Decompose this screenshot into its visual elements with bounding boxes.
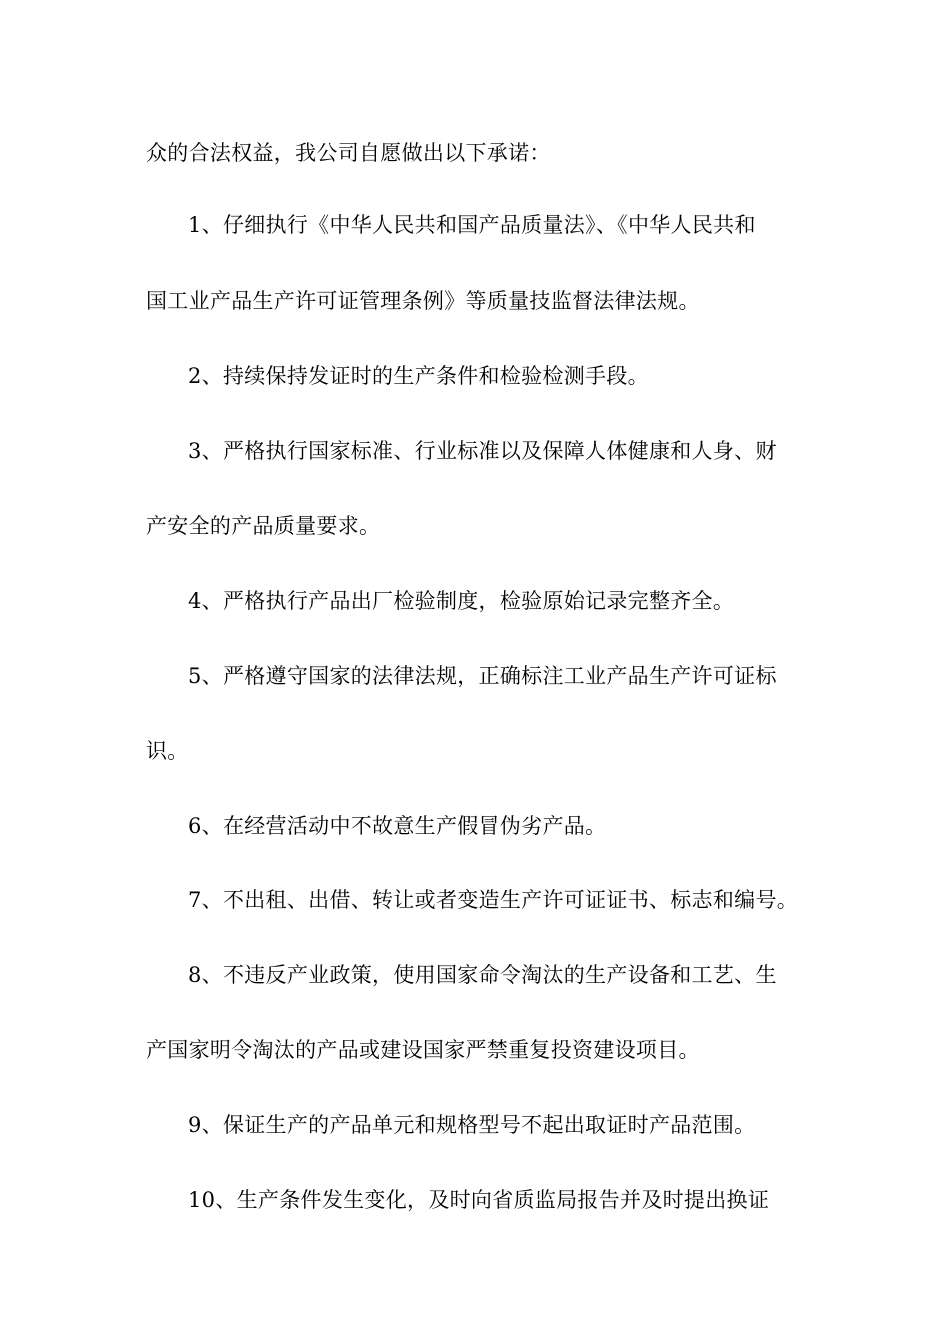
paragraph-line: 5、严格遵守国家的法律法规，正确标注工业产品生产许可证标 xyxy=(188,664,777,688)
paragraph-line: 识。 xyxy=(146,739,189,763)
paragraph-line: 7、不出租、出借、转让或者变造生产许可证证书、标志和编号。 xyxy=(188,888,799,912)
paragraph-line: 1、仔细执行《中华人民共和国产品质量法》、《中华人民共和 xyxy=(188,213,756,237)
paragraph-line: 9、保证生产的产品单元和规格型号不起出取证时产品范围。 xyxy=(188,1113,756,1137)
paragraph-line: 产安全的产品质量要求。 xyxy=(146,514,381,538)
paragraph-line: 6、在经营活动中不故意生产假冒伪劣产品。 xyxy=(188,814,607,838)
paragraph-line: 8、不违反产业政策，使用国家命令淘汰的生产设备和工艺、生 xyxy=(188,963,777,987)
paragraph-line: 国工业产品生产许可证管理条例》等质量技监督法律法规。 xyxy=(146,289,700,313)
paragraph-line: 2、持续保持发证时的生产条件和检验检测手段。 xyxy=(188,364,649,388)
paragraph-line: 4、严格执行产品出厂检验制度，检验原始记录完整齐全。 xyxy=(188,589,735,613)
paragraph-line: 10、生产条件发生变化，及时向省质监局报告并及时提出换证 xyxy=(188,1188,770,1212)
paragraph-line: 3、严格执行国家标准、行业标准以及保障人体健康和人身、财 xyxy=(188,439,777,463)
paragraph-line: 产国家明令淘汰的产品或建设国家严禁重复投资建设项目。 xyxy=(146,1038,700,1062)
paragraph-line: 众的合法权益，我公司自愿做出以下承诺： xyxy=(146,141,551,165)
